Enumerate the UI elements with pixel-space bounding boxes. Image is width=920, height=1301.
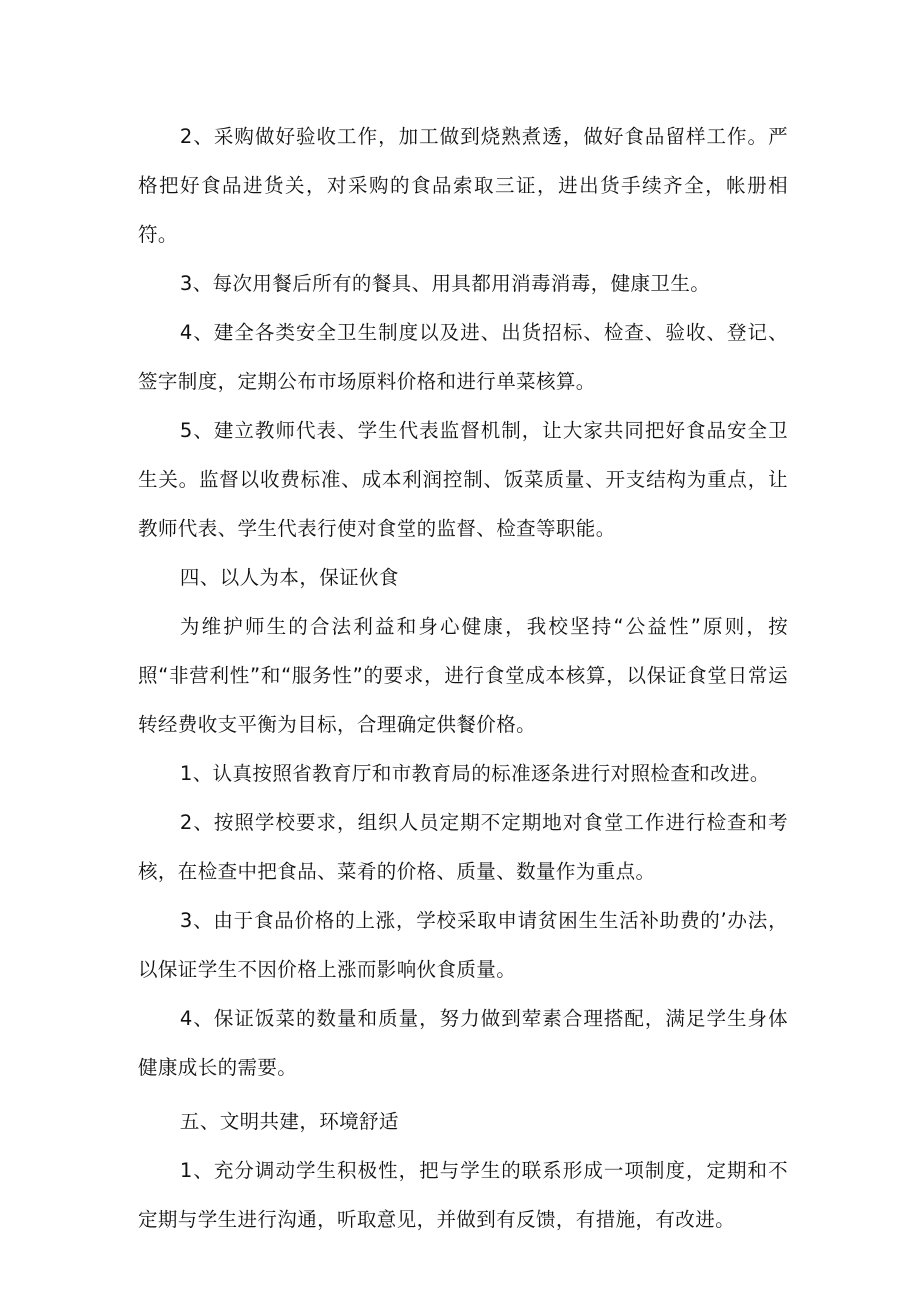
document-body [138,112,788,1244]
paragraph-item-1-communication: 1、充分调动学生积极性，把与学生的联系形成一项制度，定期和不定期与学生进行沟通，听取意见，并做到有反馈，有措施，有改进。 [138,1159,788,1231]
section-heading-4: 四、以人为本，保证伙食 [179,566,399,589]
paragraph-item-3-disinfection: 3、每次用餐后所有的餐具、用具都用消毒消毒，健康卫生。 [179,272,711,295]
paragraph-item-2-inspection: 2、按照学校要求，组织人员定期不定期地对食堂工作进行检查和考核，在检查中把食品、菜肴的价格、质量、数量作为重点。 [138,811,788,883]
paragraph-item-2-procurement: 2、采购做好验收工作，加工做到烧熟煮透，做好食品留样工作。严格把好食品进货关，对采购的食品索取三证，进出货手续齐全，帐册相符。 [138,125,788,246]
paragraph-item-4-nutrition: 4、保证饭菜的数量和质量，努力做到荤素合理搭配，满足学生身体健康成长的需要。 [138,1007,788,1079]
section-heading-5: 五、文明共建，环境舒适 [179,1110,399,1133]
paragraph-item-1-standards: 1、认真按照省教育厅和市教育局的标准逐条进行对照检查和改进。 [179,762,770,785]
paragraph-item-3-subsidy: 3、由于食品价格的上涨，学校采取申请贫困生生活补助费的’办法，以保证学生不因价格上涨而影响伙食质量。 [138,909,788,981]
paragraph-intro-section-4: 为维护师生的合法利益和身心健康，我校坚持“公益性”原则，按照“非营利性”和“服务性”的要求，进行食堂成本核算，以保证食堂日常运转经费收支平衡为目标，合理确定供餐价格。 [138,615,788,736]
paragraph-item-5-supervision: 5、建立教师代表、学生代表监督机制，让大家共同把好食品安全卫生关。监督以收费标准、成本利润控制、饭菜质量、开支结构为重点，让教师代表、学生代表行使对食堂的监督、检查等职能。 [138,419,788,540]
paragraph-item-4-regulations: 4、建全各类安全卫生制度以及进、出货招标、检查、验收、登记、签字制度，定期公布市场原料价格和进行单菜核算。 [138,321,788,393]
